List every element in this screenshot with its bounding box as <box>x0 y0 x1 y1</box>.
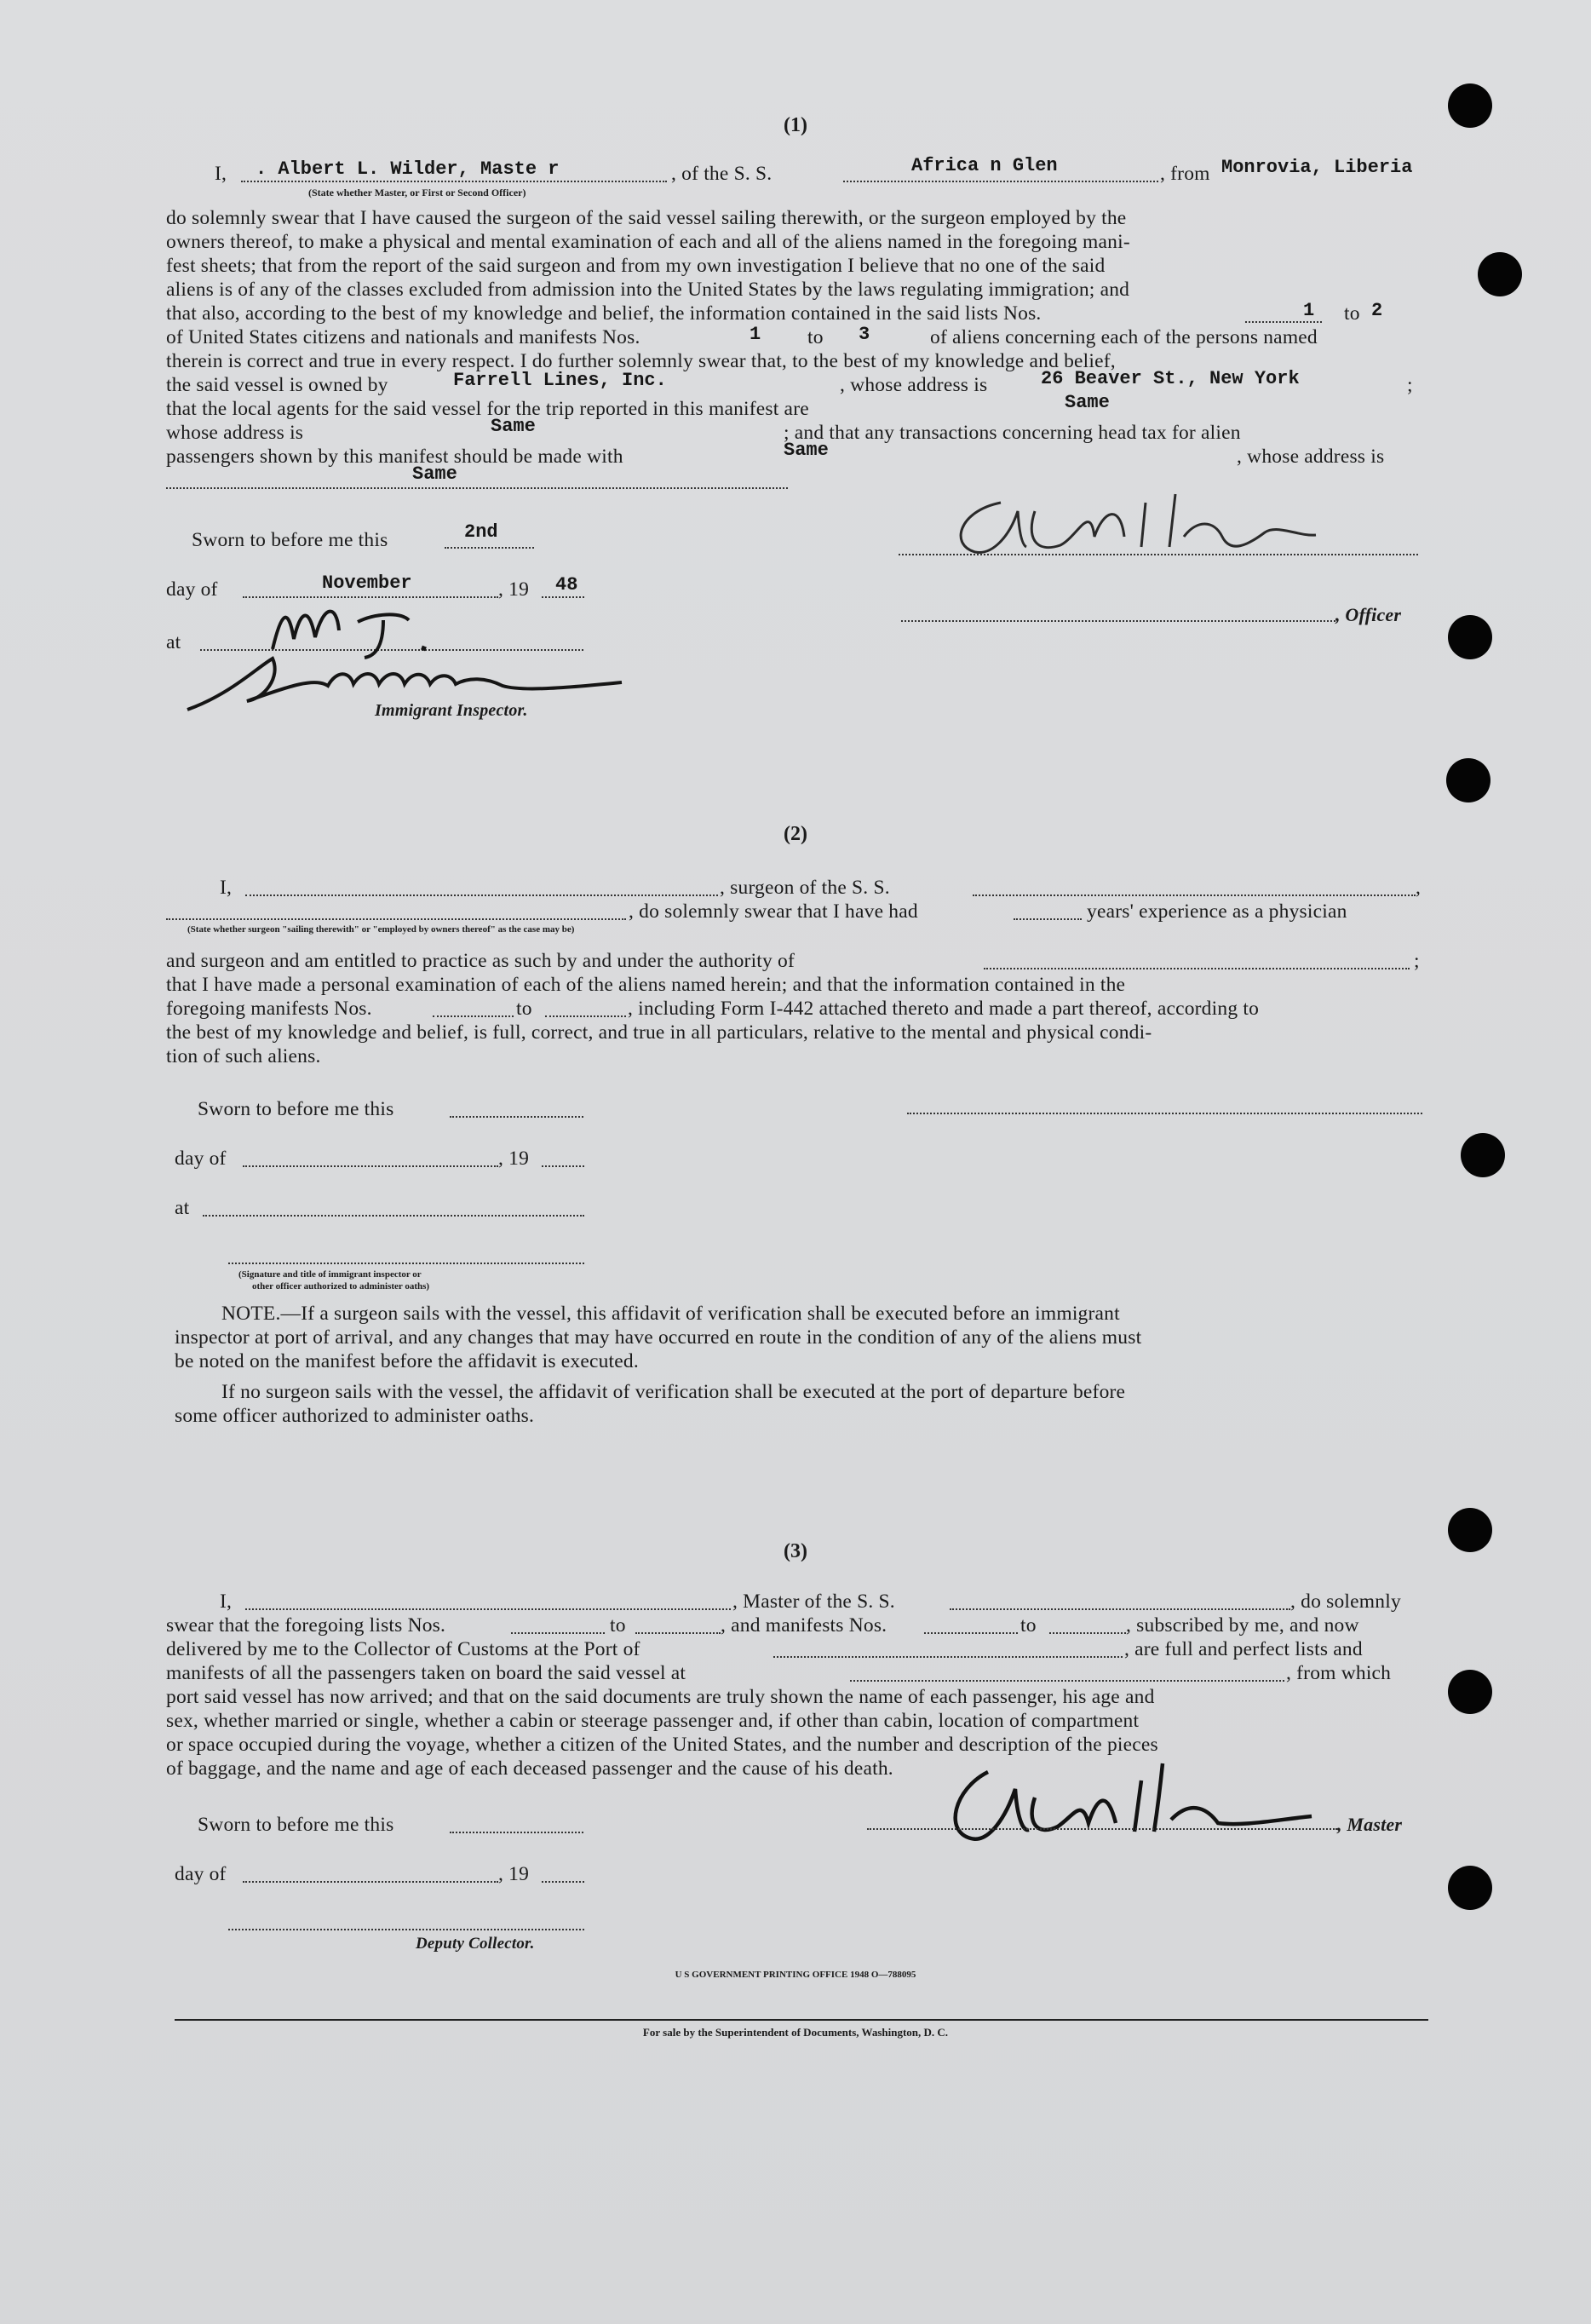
sworn-day-line <box>445 547 534 549</box>
day-of-label: day of <box>166 578 218 601</box>
s3-line: delivered by me to the Collector of Customs at the Port of <box>166 1638 640 1660</box>
s1-line: aliens is of any of the classes excluded from admission into the United States by the laws regulating immigration; and <box>166 279 1130 301</box>
owner-field[interactable]: Farrell Lines, Inc. <box>453 370 667 391</box>
master-name-field[interactable]: . Albert L. Wilder, Maste r <box>256 158 560 180</box>
punch-hole <box>1461 1133 1505 1177</box>
s2-sig-note-1: (Signature and title of immigrant inspector or <box>238 1269 422 1280</box>
section-2-number: (2) <box>784 823 807 845</box>
and-manifests-label: , and manifests Nos. <box>721 1614 887 1637</box>
s2-sig-line <box>907 1113 1422 1114</box>
manifests-from-field[interactable]: 1 <box>750 324 761 345</box>
master-label: , Master <box>1337 1814 1403 1835</box>
inspector-label: Immigrant Inspector. <box>375 701 528 720</box>
s1-line: whose address is <box>166 422 304 444</box>
master-of-label: , Master of the S. S. <box>732 1591 895 1613</box>
s1-line: the said vessel is owned by <box>166 374 388 396</box>
to-label: to <box>1344 302 1360 325</box>
s3-line: of baggage, and the name and age of each deceased passenger and the cause of his death. <box>166 1757 893 1780</box>
s3-line: swear that the foregoing lists Nos. <box>166 1614 446 1637</box>
sale-notice: For sale by the Superintendent of Documents, Washington, D. C. <box>642 2026 949 2039</box>
punch-hole <box>1448 615 1492 659</box>
s2-vessel-line <box>973 895 1416 896</box>
s3-man-to-line <box>1049 1632 1126 1634</box>
master-signature <box>937 1738 1329 1849</box>
section-3-number: (3) <box>784 1540 807 1562</box>
punch-hole <box>1446 758 1490 802</box>
s2-month-line <box>243 1165 498 1167</box>
s3-sworn-line <box>450 1832 583 1833</box>
s2-status-line <box>166 918 626 920</box>
s1-line: fest sheets; that from the report of the said surgeon and from my own investigation I believe that no one of the said <box>166 255 1106 277</box>
s2-sig-note-2: other officer authorized to administer oaths) <box>252 1281 430 1291</box>
years-line <box>1014 918 1082 920</box>
s2-line: the best of my knowledge and belief, is full, correct, and true in all particulars, relative to the mental and physical condi- <box>166 1021 1152 1044</box>
sworn-day-field[interactable]: 2nd <box>464 521 498 543</box>
s2-day-of-label: day of <box>175 1148 227 1170</box>
lists-from-line <box>1245 321 1322 323</box>
s2-name-line <box>245 895 718 896</box>
note-line: If no surgeon sails with the vessel, the affidavit of verification shall be executed at the port of departure before <box>221 1381 1126 1403</box>
s2-year-line <box>542 1165 584 1167</box>
port-from-field[interactable]: Monrovia, Liberia <box>1221 157 1413 178</box>
years-label: years' experience as a physician <box>1087 900 1347 923</box>
officer-label: , Officer <box>1335 604 1402 625</box>
s3-line: manifests of all the passengers taken on board the said vessel at <box>166 1662 686 1684</box>
agents-address-field[interactable]: Same <box>491 416 536 437</box>
s1-line: passengers shown by this manifest should be made with <box>166 446 623 468</box>
do-swear-label: , do solemnly swear that I have had <box>629 900 918 923</box>
s2-at-line <box>203 1215 584 1217</box>
full-perfect-label: , are full and perfect lists and <box>1124 1638 1363 1660</box>
head-tax-mid: ; and that any transactions concerning head tax for alien <box>784 422 1241 444</box>
lists-to-field[interactable]: 2 <box>1371 300 1383 321</box>
surgeon-of-label: , surgeon of the S. S. <box>720 877 890 899</box>
s3-year-line <box>542 1881 584 1883</box>
s2-inspector-line <box>228 1263 584 1264</box>
from-label: , from <box>1160 163 1210 185</box>
s2-line: foregoing manifests Nos. <box>166 998 372 1020</box>
manifests-to-field[interactable]: 3 <box>859 324 870 345</box>
year-prefix: , 19 <box>498 578 530 601</box>
officer-signature <box>941 486 1333 562</box>
to-label: to <box>610 1614 626 1637</box>
s2-at-label: at <box>175 1197 190 1219</box>
lists-from-field[interactable]: 1 <box>1303 300 1315 321</box>
s3-day-of-label: day of <box>175 1863 227 1885</box>
of-ss-label: , of the S. S. <box>671 163 773 185</box>
punch-hole <box>1478 252 1522 296</box>
s3-man-from-line <box>924 1632 1018 1634</box>
form-text: , including Form I-442 attached thereto and made a part thereof, according to <box>628 998 1260 1020</box>
note-line: inspector at port of arrival, and any changes that may have occurred en route in the condition of any of the aliens must <box>175 1326 1142 1349</box>
s3-line: sex, whether married or single, whether a cabin or steerage passenger and, if other than cabin, location of compartment <box>166 1710 1140 1732</box>
section-1-number: (1) <box>784 114 807 136</box>
s1-line: of United States citizens and nationals and manifests Nos. <box>166 326 640 348</box>
year-field[interactable]: 48 <box>555 574 578 595</box>
officer-line <box>901 620 1335 622</box>
s3-lists-from-line <box>511 1632 605 1634</box>
vessel-field[interactable]: Africa n Glen <box>911 155 1058 176</box>
to-label: to <box>516 998 532 1020</box>
address-line <box>166 487 788 489</box>
s3-name-line <box>245 1608 731 1610</box>
s2-line: that I have made a personal examination of each of the aliens named herein; and that the information contained in the <box>166 974 1126 996</box>
sworn-label: Sworn to before me this <box>192 529 388 551</box>
from-which-label: , from which <box>1286 1662 1392 1684</box>
deputy-label: Deputy Collector. <box>416 1935 535 1953</box>
s3-year-prefix: , 19 <box>498 1863 530 1885</box>
s2-sworn-line <box>450 1116 583 1118</box>
note-line: NOTE.—If a surgeon sails with the vessel, this affidavit of verification shall be executed before an immigrant <box>221 1303 1120 1325</box>
vessel-line <box>843 181 1158 182</box>
note-line: some officer authorized to administer oaths. <box>175 1405 535 1427</box>
owner-address-field[interactable]: 26 Beaver St., New York <box>1041 368 1300 389</box>
s3-line: port said vessel has now arrived; and that on the said documents are truly shown the name of each passenger, his age and <box>166 1686 1155 1708</box>
deputy-line <box>228 1929 584 1930</box>
s1-line: that also, according to the best of my knowledge and belief, the information contained in the said lists Nos. <box>166 302 1042 325</box>
year-line <box>542 596 584 598</box>
master-name-line <box>241 181 667 182</box>
s2-sworn-label: Sworn to before me this <box>198 1098 394 1120</box>
s2-year-prefix: , 19 <box>498 1148 530 1170</box>
s3-lists-to-line <box>635 1632 721 1634</box>
s1-line: do solemnly swear that I have caused the surgeon of the said vessel sailing therewith, or the surgeon employed by the <box>166 207 1127 229</box>
head-tax-address-field[interactable]: Same <box>412 463 457 485</box>
to-label: to <box>807 326 824 348</box>
aliens-concerning: of aliens concerning each of the persons named <box>930 326 1318 348</box>
s1-line: therein is correct and true in every respect. I do further solemnly swear that, to the best of my knowledge and belief, <box>166 350 1116 372</box>
whose-address-label: , whose address is <box>1237 446 1385 468</box>
gpo-imprint: U S GOVERNMENT PRINTING OFFICE 1948 O—788095 <box>675 1970 916 1980</box>
section-1-i: I, <box>215 163 227 185</box>
note-line: be noted on the manifest before the affidavit is executed. <box>175 1350 639 1372</box>
s1-line: that the local agents for the said vessel for the trip reported in this manifest are <box>166 398 809 420</box>
subscribed-label: , subscribed by me, and now <box>1126 1614 1359 1637</box>
month-field[interactable]: November <box>322 572 412 594</box>
do-solemnly-label: , do solemnly <box>1290 1591 1401 1613</box>
s2-state-note: (State whether surgeon "sailing therewith" or "employed by owners thereof" as the case may be) <box>187 924 575 935</box>
semicolon: ; <box>1414 950 1420 972</box>
punch-hole <box>1448 1670 1492 1714</box>
s3-month-line <box>243 1881 498 1883</box>
agents-field[interactable]: Same <box>1065 392 1110 413</box>
to-label: to <box>1020 1614 1037 1637</box>
s2-from-line <box>433 1015 514 1017</box>
authority-line <box>984 968 1410 969</box>
s2-to-line <box>545 1015 626 1017</box>
head-tax-with-field[interactable]: Same <box>784 440 829 461</box>
s3-vessel-line <box>950 1608 1290 1610</box>
s3-from-port-line <box>850 1680 1284 1682</box>
punch-hole <box>1448 1866 1492 1910</box>
owner-address-label: , whose address is <box>840 374 988 396</box>
comma: , <box>1416 877 1422 899</box>
section-2-i: I, <box>220 877 233 899</box>
footer-rule <box>175 2019 1428 2021</box>
state-note: (State whether Master, or First or Second Officer) <box>308 187 526 198</box>
s3-port-line <box>773 1656 1123 1658</box>
s2-line: tion of such aliens. <box>166 1045 321 1067</box>
s3-line: or space occupied during the voyage, whether a citizen of the United States, and the number and description of the pieces <box>166 1734 1158 1756</box>
s1-line: owners thereof, to make a physical and mental examination of each and all of the aliens named in the foregoing mani- <box>166 231 1130 253</box>
at-label: at <box>166 631 181 653</box>
s3-sworn-label: Sworn to before me this <box>198 1814 394 1836</box>
semicolon: ; <box>1407 374 1413 396</box>
s2-line: and surgeon and am entitled to practice as such by and under the authority of <box>166 950 796 972</box>
section-3-i: I, <box>220 1591 233 1613</box>
master-line <box>867 1828 1337 1830</box>
